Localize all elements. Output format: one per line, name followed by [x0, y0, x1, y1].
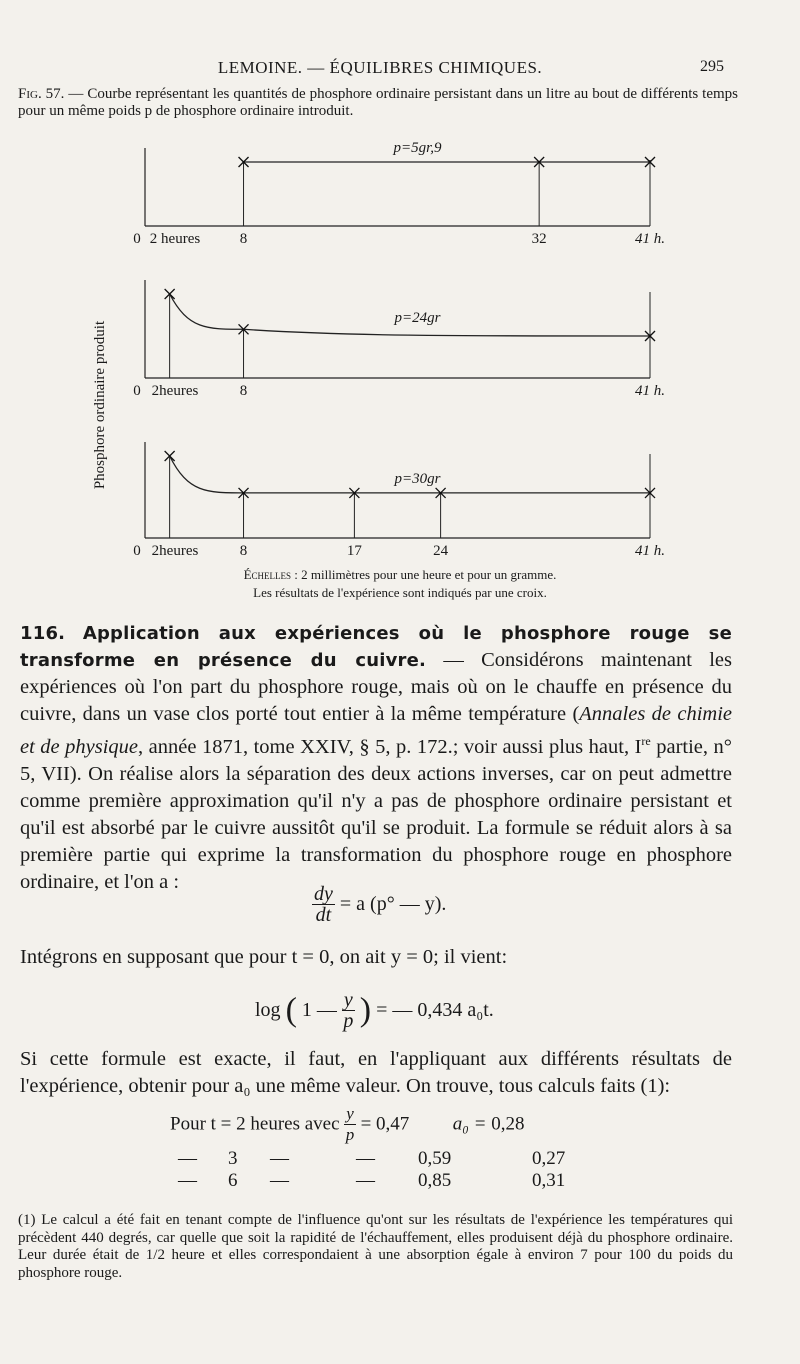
panel-1-tick-label: 8	[239, 231, 248, 247]
figure-caption-text: — Courbe représentant les quantités de phosphore ordinaire persistant dans un litre au bout de différents temps pour un même poids p de phosphore ordinaire introduit.	[18, 86, 739, 119]
results-ratio-num: y	[346, 1104, 354, 1123]
panel-2-curve-label: p=24gr	[394, 309, 441, 326]
panel-3-tick-label: 0	[133, 543, 141, 559]
panel-3-tick-label: 24	[433, 543, 449, 559]
results-row-1	[170, 1104, 524, 1145]
panel-2-tick-label: 41 h.	[635, 383, 665, 399]
eq2-denominator: p	[343, 1010, 354, 1032]
scale-note	[0, 566, 800, 602]
panel-1-curve-label: p=5gr,9	[393, 140, 442, 156]
eq2-paren-close: )	[359, 991, 372, 1029]
dash: —	[178, 1148, 197, 1169]
eq1-numerator: dy	[314, 883, 333, 905]
figure-label: Fig. 57.	[18, 86, 65, 102]
panel-1-tick-label: 0	[133, 231, 141, 247]
dash: —	[270, 1148, 289, 1169]
section-paragraph	[20, 620, 732, 896]
panel-3-tick-label: 41 h.	[635, 543, 665, 559]
panel-2-tick-label: 2heures	[151, 383, 199, 399]
footnote: (1) Le calcul a été fait en tenant compte de l'influence qu'ont sur les résultats de l'expérience les températures qui précèdent 440 degrés, car quelle que soit la rapidité de l'échauffement, elles produisent déjà du phosphore ordinaire. Leur durée était de 1/2 heure et elles correspondaient à une absorption égale à environ 7 pour 100 du poids du phosphore rouge.	[18, 1212, 733, 1281]
eq2-inner: 1 —	[301, 999, 337, 1021]
scale-label: Échelles	[243, 567, 292, 582]
equation-2	[255, 990, 494, 1031]
section-title: Application aux expériences où le phosphore rouge se transforme en présence du cuivre.	[20, 623, 732, 671]
section-lead: — Considérons maintenant les expériences où l'on part du phosphore rouge, mais où on le chauffe en présence du cuivre, dans un vase clos porté tout entier à la même température (	[20, 649, 733, 725]
panel-1-tick-label: 41 h.	[635, 231, 665, 247]
panel-2-tick-label: 0	[133, 383, 141, 399]
figure-caption	[18, 86, 738, 120]
eq2-numerator: y	[343, 989, 353, 1011]
citation: Annales de chimie et de physique	[20, 703, 732, 758]
dash: —	[178, 1170, 197, 1191]
y-axis-label: Phosphore ordinaire produit	[92, 320, 108, 490]
results-ratio-3: 0,85	[418, 1170, 452, 1191]
results-ratio-1: = 0,47	[360, 1113, 410, 1135]
panel-1-tick-label: 2 heures	[149, 231, 201, 247]
dash: —	[356, 1170, 375, 1191]
scale-text-2: Les résultats de l'expérience sont indiqués par une croix.	[253, 585, 547, 600]
figure-svg	[80, 130, 680, 560]
results-ratio-den: p	[345, 1125, 355, 1144]
results-a0-label: a₀ =	[452, 1113, 487, 1135]
running-title: LEMOINE. — ÉQUILIBRES CHIMIQUES.	[217, 58, 543, 77]
eq1-denominator: dt	[315, 904, 332, 926]
panel-3-curve-label: p=30gr	[394, 470, 441, 487]
section-lead-3: partie, n° 5, VII). On réalise alors la séparation des deux actions inverses, car on peut admettre comme première approximation qu'il n'y a pas de phosphore ordinaire persistant et qu'il est absorbé par le cuivre aussitôt qu'il se produit. La formule se réduit alors à sa première partie qui exprime la transformation du phosphore rouge en phosphore ordinaire, et l'on a :	[20, 735, 732, 893]
section-lead-2: , année 1871, tome XXIV, § 5, p. 172.; voir aussi plus haut, I	[138, 735, 642, 758]
eq2-log: log	[255, 999, 281, 1021]
results-ratio-2: 0,59	[418, 1148, 452, 1169]
panel-1-tick-label: 32	[531, 231, 547, 247]
panel-3-tick-label: 8	[239, 543, 248, 559]
paragraph-2: Intégrons en supposant que pour t = 0, on ait y = 0; il vient:	[20, 946, 508, 968]
scale-text: : 2 millimètres pour une heure et pour un gramme.	[294, 567, 557, 582]
eq2-paren-open: (	[285, 991, 297, 1029]
results-t-2: 3	[228, 1148, 238, 1169]
results-a0-3: 0,31	[532, 1170, 566, 1191]
panel-3-tick-label: 2heures	[151, 543, 199, 559]
equation-1-fraction	[312, 884, 335, 925]
section-number: 116.	[20, 623, 66, 644]
paragraph-3: Si cette formule est exacte, il faut, en l'appliquant aux différents résultats de l'expérience, obtenir pour a₀ une même valeur. On trouve, tous calculs faits (1):	[20, 1048, 732, 1097]
page-number: 295	[700, 58, 724, 75]
eq2-rhs: = — 0,434 a₀t.	[376, 999, 494, 1021]
results-ratio	[344, 1104, 356, 1145]
panel-2-tick-label: 8	[239, 383, 248, 399]
dash: —	[356, 1148, 375, 1169]
results-t-3: 6	[228, 1170, 238, 1191]
dash: —	[270, 1170, 289, 1191]
eq2-fraction	[342, 990, 355, 1031]
section-lead-sup: re	[641, 734, 651, 748]
figure-57	[80, 130, 680, 565]
eq1-rhs: = a (p° — y).	[339, 893, 447, 915]
panel-3-tick-label: 17	[346, 543, 362, 559]
results-a0-2: 0,27	[532, 1148, 566, 1169]
results-a0-1: 0,28	[491, 1113, 525, 1135]
equation-1	[312, 884, 446, 925]
results-prefix: Pour t = 2 heures avec	[170, 1113, 340, 1135]
